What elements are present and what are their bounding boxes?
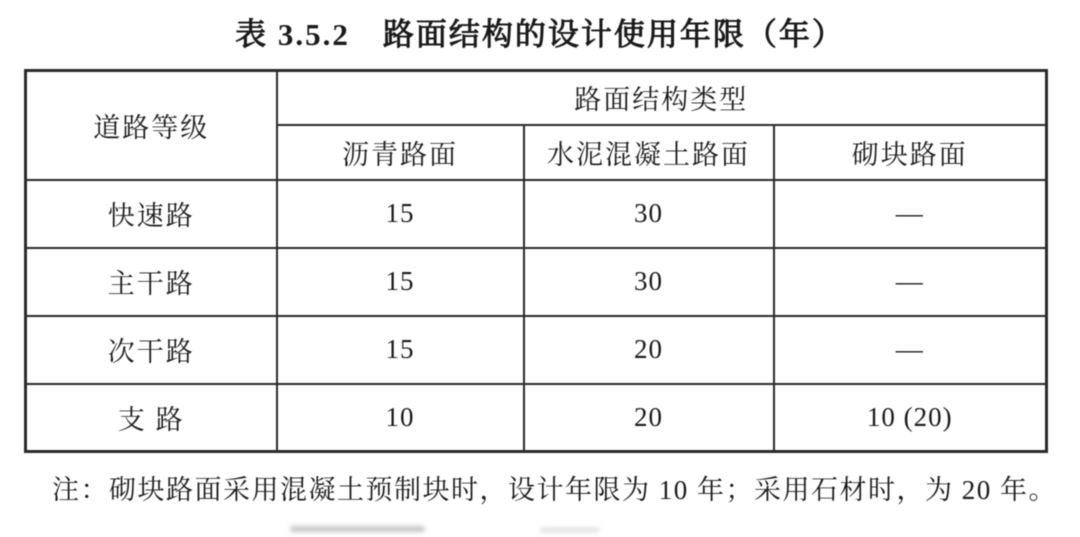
scan-artifact	[290, 526, 425, 532]
scan-artifact	[540, 528, 600, 532]
header-row-group	[26, 71, 1047, 125]
block-value-cell: —	[774, 248, 1047, 316]
asphalt-value-cell: 15	[277, 180, 524, 248]
block-value-cell: —	[774, 316, 1047, 384]
table-row	[26, 248, 1047, 316]
block-value-cell: 10 (20)	[774, 384, 1047, 452]
concrete-value-cell: 20	[524, 384, 774, 452]
road-grade-cell: 支 路	[26, 384, 277, 452]
asphalt-value-cell: 15	[277, 248, 524, 316]
header-road-grade: 道路等级	[26, 71, 277, 180]
concrete-value-cell: 30	[524, 248, 774, 316]
table-row	[26, 384, 1047, 452]
concrete-value-cell: 20	[524, 316, 774, 384]
asphalt-value-cell: 15	[277, 316, 524, 384]
pavement-design-life-table	[24, 69, 1048, 453]
table-row	[26, 180, 1047, 248]
header-cement-concrete-pavement: 水泥混凝土路面	[524, 125, 774, 180]
road-grade-cell: 次干路	[26, 316, 277, 384]
table-row	[26, 316, 1047, 384]
asphalt-value-cell: 10	[277, 384, 524, 452]
header-asphalt-pavement: 沥青路面	[277, 125, 524, 180]
header-pavement-structure-type: 路面结构类型	[277, 71, 1047, 125]
road-grade-cell: 主干路	[26, 248, 277, 316]
road-grade-cell: 快速路	[26, 180, 277, 248]
block-value-cell: —	[774, 180, 1047, 248]
table-footnote: 注：砌块路面采用混凝土预制块时，设计年限为 10 年；采用石材时，为 20 年。	[52, 475, 1057, 505]
concrete-value-cell: 30	[524, 180, 774, 248]
table-caption: 表 3.5.2 路面结构的设计使用年限（年）	[235, 17, 845, 52]
header-block-pavement: 砌块路面	[774, 125, 1047, 180]
